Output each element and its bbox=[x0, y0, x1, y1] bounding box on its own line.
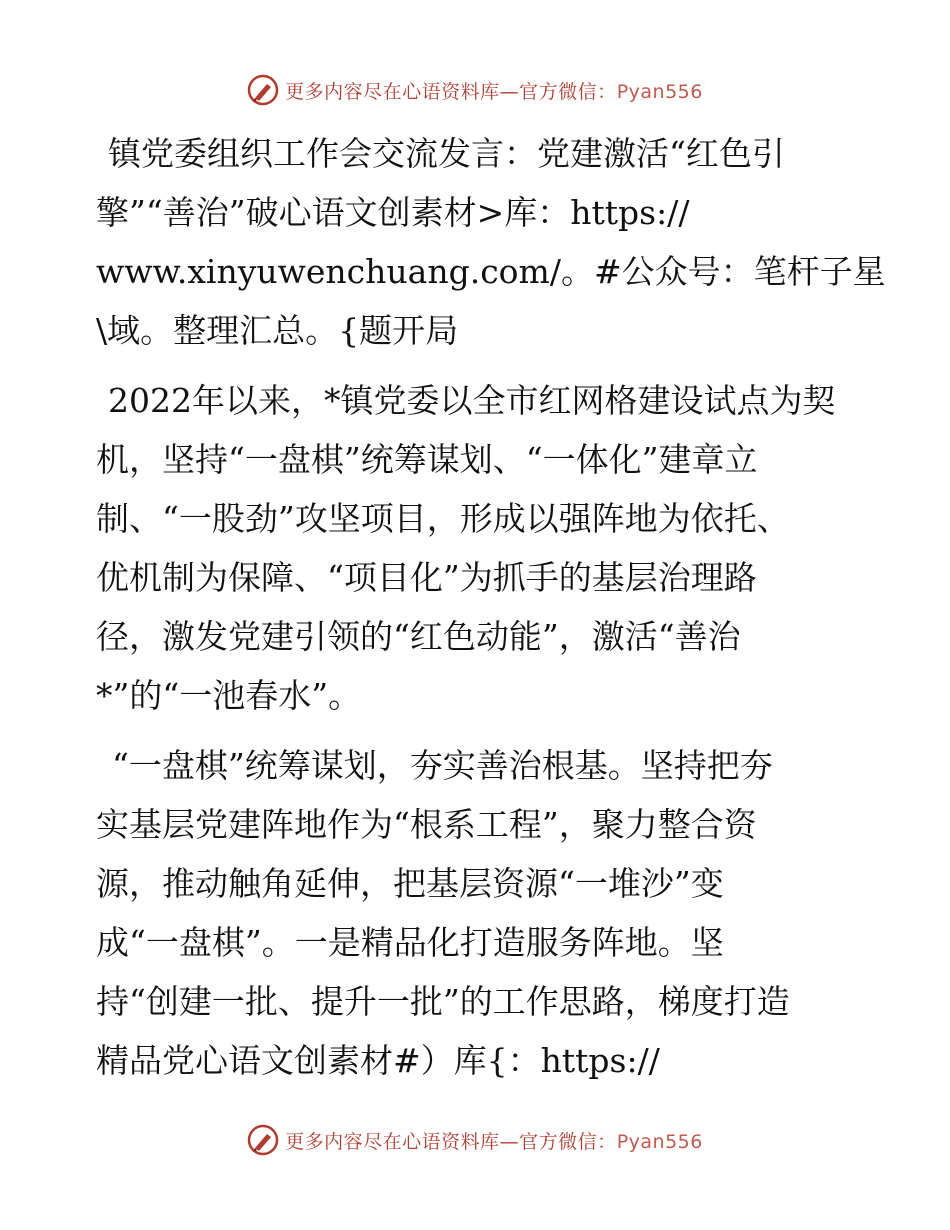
document-body bbox=[96, 124, 886, 1090]
header-wechat-id: Pyan556 bbox=[616, 80, 703, 103]
text-line: 优机制为保障、“项目化”为抓手的基层治理路 bbox=[96, 558, 757, 597]
header-banner bbox=[0, 70, 950, 110]
paragraph-section-one bbox=[96, 736, 856, 1090]
pen-logo-icon bbox=[247, 74, 279, 106]
text-line: 精品党心语文创素材#）库{：https:// bbox=[96, 1041, 660, 1080]
text-line: 擎”“善治”破心语文创素材>库：https:// bbox=[96, 193, 690, 232]
footer-site-text: 更多内容尽在心语资料库 bbox=[285, 1130, 500, 1153]
paragraph-intro bbox=[96, 371, 856, 725]
text-line: www.xinyuwenchuang.com/。#公众号：笔杆子星 bbox=[96, 252, 886, 291]
footer-dash: — bbox=[499, 1130, 520, 1153]
footer-wechat-id: Pyan556 bbox=[616, 1130, 703, 1153]
header-banner-text bbox=[285, 77, 703, 104]
footer-banner-text bbox=[285, 1127, 703, 1154]
text-line: *”的“一池春水”。 bbox=[96, 676, 362, 715]
footer-banner bbox=[0, 1120, 950, 1160]
text-line: 制、“一股劲”攻坚项目，形成以强阵地为依托、 bbox=[96, 499, 790, 538]
text-line: 径，激发党建引领的“红色动能”，激活“善治 bbox=[96, 617, 741, 656]
text-line: 2022年以来，*镇党委以全市红网格建设试点为契 bbox=[108, 381, 836, 420]
text-line: \域。整理汇总。{题开局 bbox=[96, 311, 459, 350]
text-line: 机，坚持“一盘棋”统筹谋划、“一体化”建章立 bbox=[96, 440, 758, 479]
text-line: 源，推动触角延伸，把基层资源“一堆沙”变 bbox=[96, 864, 724, 903]
header-site-text: 更多内容尽在心语资料库 bbox=[285, 80, 500, 103]
pen-logo-icon bbox=[247, 1124, 279, 1156]
text-line: “一盘棋”统筹谋划，夯实善治根基。坚持把夯 bbox=[112, 746, 773, 785]
text-line: 持“创建一批、提升一批”的工作思路，梯度打造 bbox=[96, 982, 790, 1021]
header-dash: — bbox=[499, 80, 520, 103]
footer-wechat-label: 官方微信： bbox=[519, 1130, 617, 1153]
text-line: 成“一盘棋”。一是精品化打造服务阵地。坚 bbox=[96, 923, 724, 962]
text-line: 实基层党建阵地作为“根系工程”，聚力整合资 bbox=[96, 805, 757, 844]
paragraph-title bbox=[96, 124, 886, 360]
header-wechat-label: 官方微信： bbox=[519, 80, 617, 103]
text-line: 镇党委组织工作会交流发言：党建激活“红色引 bbox=[108, 134, 785, 173]
